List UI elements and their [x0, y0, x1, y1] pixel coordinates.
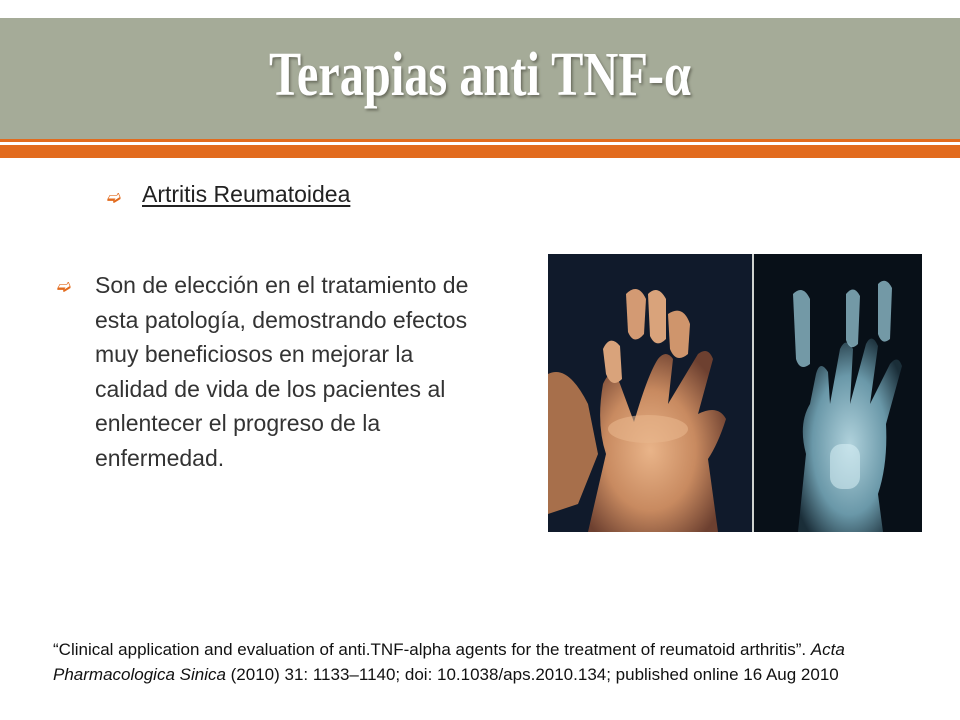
- curved-arrow-bullet-icon: ➫: [57, 277, 72, 296]
- accent-divider-thin: [0, 139, 960, 142]
- curved-arrow-bullet-icon: ➫: [107, 188, 122, 207]
- body-paragraph: Son de elección en el tratamiento de esta patología, demostrando efectos muy beneficiosos en mejorar la calidad de vida de los pacientes al enlentecer el progreso de la enfermedad.: [95, 272, 469, 471]
- slide-title: Terapias anti TNF-α: [268, 41, 692, 109]
- topic-heading: Artritis Reumatoidea: [142, 181, 351, 207]
- citation: “Clinical application and evaluation of anti.TNF-alpha agents for the treatment of reumatoid arthritis”. Acta Pharmacologica Sinica (2010) 31: 1133–1140; doi: 10.1038/aps.2010.134; published online 16 Aug 2010: [53, 640, 845, 684]
- accent-divider: [0, 145, 960, 158]
- rheumatoid-hand-photo-and-xray: [548, 254, 922, 532]
